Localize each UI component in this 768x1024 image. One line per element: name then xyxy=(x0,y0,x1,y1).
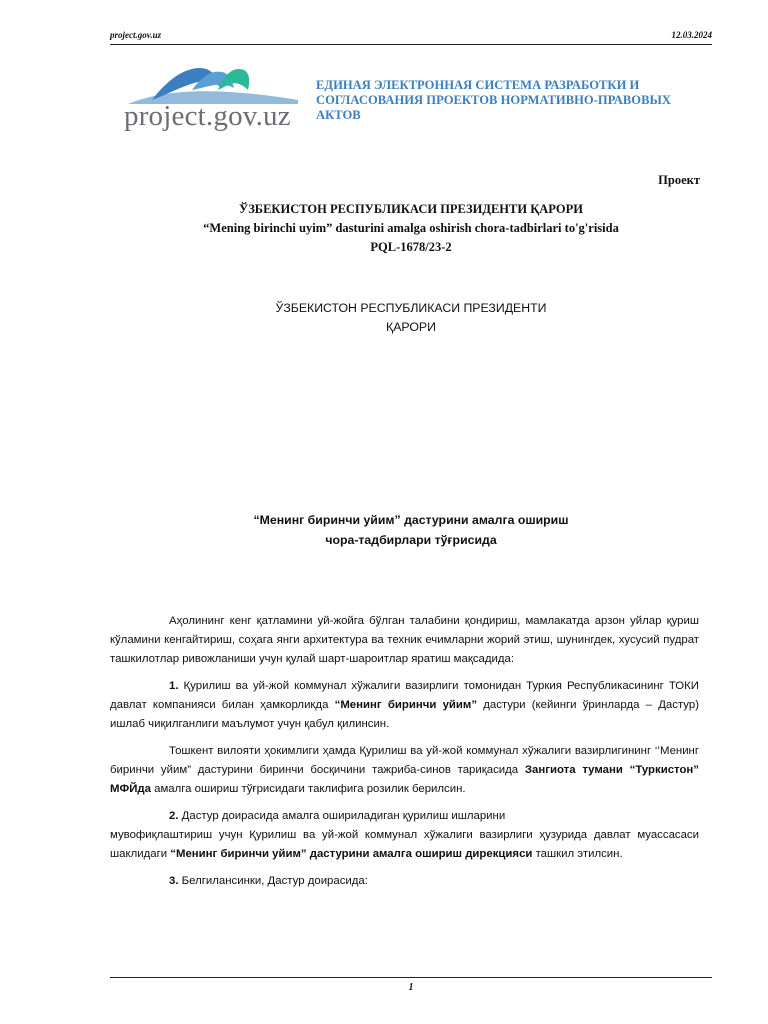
paragraph-text: Тошкент вилояти ҳокимлиги ҳамда Қурилиш ва уй-жой коммунал хўжалиги вазирлигининг ‘’Менинг биринчи уйим” дастурини биринчи босқичини тажриба-синов тариқасида xyxy=(110,745,699,776)
header-date: 12.03.2024 xyxy=(671,30,712,40)
header-divider xyxy=(110,44,712,45)
paragraph-text: Қурилиш ва уй-жой коммунал хўжалиги вазирлиги томонидан Туркия Республикасининг ТОКИ давлат компанияси билан ҳамкорликда xyxy=(110,680,699,711)
paragraph-text: амалга ошириш тўғрисидаги таклифига розилик берилсин. xyxy=(150,783,466,795)
document-code: PQL-1678/23-2 xyxy=(370,240,452,254)
location-name: Зангиота тумани “Туркистон” МФЙда xyxy=(110,764,699,795)
logo-waves-icon xyxy=(122,60,302,104)
program-name: “Менинг биринчи уйим” xyxy=(334,699,478,711)
page-number: 1 xyxy=(408,982,414,993)
paragraph-2-continued xyxy=(110,826,699,864)
decree-body xyxy=(110,612,699,899)
paragraph-text: Белгилансинки, Дастур доирасида: xyxy=(178,875,368,887)
paragraph-2 xyxy=(110,807,699,826)
footer-divider xyxy=(110,977,712,978)
paragraph-preamble: Аҳолининг кенг қатламини уй-жойга бўлган талабини қондириш, мамлакатда арзон уйлар қуриш кўламини кенгайтириш, соҳага янги архитектура ва техник ечимларни жорий этиш, шунингдек, хусусий пудрат ташкилотлар ривожланиши учун қулай шарт-шароитлар яратиш мақсадида: xyxy=(110,615,699,665)
decree-subject xyxy=(110,510,712,550)
decree-heading-line2: ҚАРОРИ xyxy=(386,320,436,334)
paragraph-text: дастури (кейинги ўринларда – Дастур) ишлаб чиқилганлиги маълумот учун қабул қилинсин. xyxy=(110,699,699,730)
directorate-name: “Менинг биринчи уйим” дастурини амалга ошириш дирекцияси xyxy=(170,848,533,860)
header-site: project.gov.uz xyxy=(110,30,162,40)
decree-subject-line1: “Менинг биринчи уйим” дастурини амалга ошириш xyxy=(253,513,569,527)
logo-text: project.gov.uz xyxy=(124,100,291,132)
project-label: Проект xyxy=(658,173,700,187)
project-gov-logo[interactable] xyxy=(122,60,302,138)
decree-subject-line2: чора-тадбирлари тўғрисида xyxy=(325,533,497,547)
paragraph-1b xyxy=(110,742,699,799)
item-number: 2. xyxy=(169,810,179,822)
item-number: 3. xyxy=(169,875,179,887)
decree-heading-line1: ЎЗБЕКИСТОН РЕСПУБЛИКАСИ ПРЕЗИДЕНТИ xyxy=(275,301,547,315)
item-number: 1. xyxy=(169,680,179,692)
system-title: ЕДИНАЯ ЭЛЕКТРОННАЯ СИСТЕМА РАЗРАБОТКИ И СОГЛАСОВАНИЯ ПРОЕКТОВ НОРМАТИВНО-ПРАВОВЫХ АКТОВ xyxy=(316,78,671,122)
paragraph-text: ташкил этилсин. xyxy=(532,848,623,860)
paragraph-3 xyxy=(110,872,699,891)
document-title-block xyxy=(110,200,712,257)
paragraph-text: Дастур доирасида амалга ошириладиган қурилиш ишларини xyxy=(178,810,506,822)
decree-heading xyxy=(110,299,712,337)
paragraph-text: мувофиқлаштириш учун Қурилиш ва уй-жой коммунал хўжалиги вазирлиги ҳузурида давлат муассасаси шаклидаги xyxy=(110,829,699,860)
document-subtitle: “Mening birinchi uyim” dasturini amalga oshirish chora-tadbirlari to'g'risida xyxy=(203,221,619,235)
document-title: ЎЗБЕКИСТОН РЕСПУБЛИКАСИ ПРЕЗИДЕНТИ ҚАРОРИ xyxy=(239,202,583,216)
paragraph-1 xyxy=(110,677,699,734)
